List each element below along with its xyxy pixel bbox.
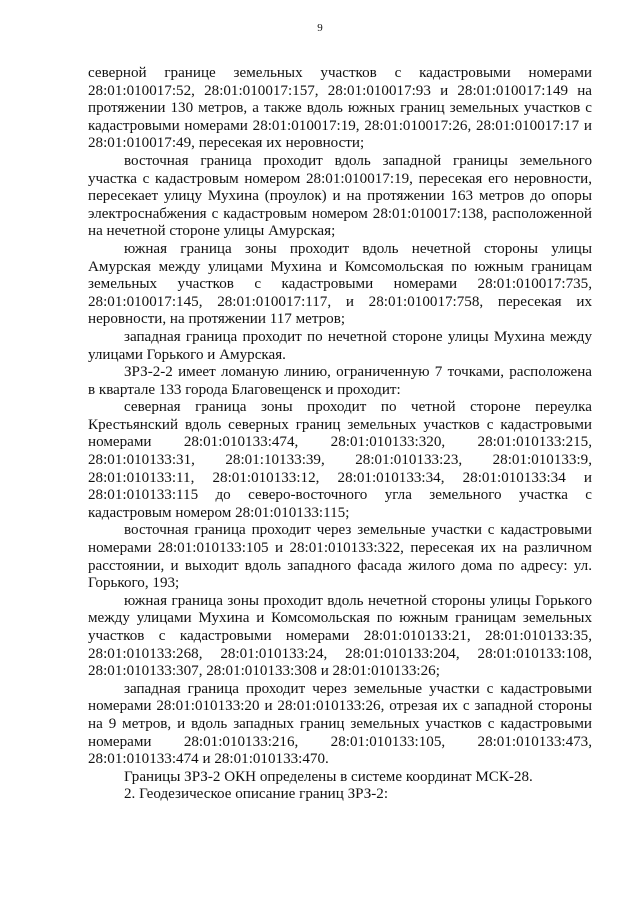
paragraph-western-boundary-zone-1: западная граница проходит по нечетной стороне улицы Мухина между улицами Горького и Амурская. — [88, 328, 592, 363]
section-heading-geodetic-description: 2. Геодезическое описание границ ЗРЗ-2: — [124, 786, 389, 803]
paragraph-southern-boundary-zone-2: южная граница зоны проходит вдоль нечетной стороны улицы Горького между улицами Мухина и Комсомольская по южным границам земельных участков с кадастровыми номерами 28:01:010133:21, 28:01:010133:35, 28:01:010133:268, 28:01:010133:24, 28:01:010133:204, 28:01:010133:108, 28:01:010133:307, 28:01:010133:308 и 28:01:010133:26; — [88, 592, 592, 680]
paragraph-eastern-boundary-zone-2: восточная граница проходит через земельные участки с кадастровыми номерами 28:01:010133:105 и 28:01:010133:322, пересекая их на различном расстоянии, и выходит вдоль западного фасада жилого дома по адресу: ул. Горького, 193; — [88, 522, 592, 592]
paragraph-eastern-boundary-zone-1: восточная граница проходит вдоль западной границы земельного участка с кадастровым номером 28:01:010017:19, пересекая его неровности, пересекает улицу Мухина (проулок) и на протяжении 163 метров до опоры электроснабжения с кадастровым номером 28:01:010017:138, расположенной на нечетной стороне улицы Амурская; — [88, 152, 592, 240]
paragraph-southern-boundary-zone-1: южная граница зоны проходит вдоль нечетной стороны улицы Амурская между улицами Мухина и Комсомольская по южным границам земельных участков с кадастровыми номерами 28:01:010017:735, 28:01:010017:145, 28:01:010017:117, и 28:01:010017:758, пересекая их неровности, на протяжении 117 метров; — [88, 240, 592, 328]
paragraph-northern-boundary-zone-1: северной границе земельных участков с кадастровыми номерами 28:01:010017:52, 28:01:010017:157, 28:01:010017:93 и 28:01:010017:149 на протяжении 130 метров, а также вдоль южных границ земельных участков с кадастровыми номерами 28:01:010017:19, 28:01:010017:26, 28:01:010017:17 и 28:01:010017:49, пересекая их неровности; — [88, 65, 592, 152]
page-number: 9 — [317, 22, 323, 34]
paragraph-northern-boundary-zone-2: северная граница зоны проходит по четной стороне переулка Крестьянский вдоль северных границ земельных участков с кадастровыми номерами 28:01:010133:474, 28:01:010133:320, 28:01:010133:215, 28:01:010133:31, 28:01:10133:39, 28:01:010133:23, 28:01:010133:9, 28:01:010133:11, 28:01:010133:12, 28:01:010133:34, 28:01:010133:34 и 28:01:010133:115 до северо-восточного угла земельного участка с кадастровым номером 28:01:010133:115; — [88, 399, 592, 521]
paragraph-zrz-2-2-intro: ЗРЗ-2-2 имеет ломаную линию, ограниченную 7 точками, расположена в квартале 133 города Благовещенск и проходит: — [88, 364, 592, 398]
document-body — [88, 65, 592, 804]
paragraph-western-boundary-zone-2: западная граница проходит через земельные участки с кадастровыми номерами 28:01:010133:20 и 28:01:010133:26, отрезая их с западной стороны на 9 метров, и вдоль западных границ земельных участков с кадастровыми номерами 28:01:010133:216, 28:01:010133:105, 28:01:010133:473, 28:01:010133:474 и 28:01:010133:470. — [88, 680, 592, 768]
paragraph-coordinate-system: Границы ЗРЗ-2 ОКН определены в системе координат МСК-28. — [124, 768, 533, 785]
